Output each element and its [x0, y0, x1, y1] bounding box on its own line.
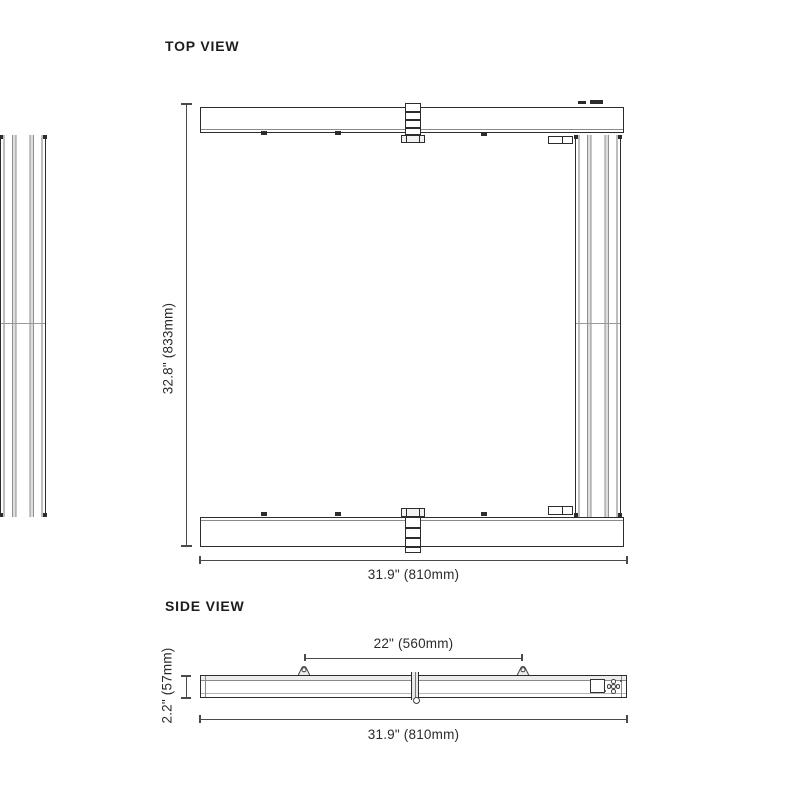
- detail-mark: [578, 101, 586, 104]
- detail-mark: [481, 512, 487, 516]
- indicator-dot: [604, 690, 606, 692]
- hanger-spacing-dimension-label: 22" (560mm): [373, 636, 454, 651]
- led-bar: [575, 135, 621, 517]
- dimension-tick: [521, 654, 523, 661]
- dimension-line: [186, 104, 187, 546]
- dimension-line: [186, 676, 187, 697]
- dimension-line: [200, 560, 627, 561]
- dimension-tick: [199, 715, 201, 723]
- display-screen: [590, 679, 605, 693]
- detail-mark: [261, 512, 267, 516]
- side-height-dimension-label: 2.2" (57mm): [159, 647, 175, 724]
- dimension-cap: [181, 103, 192, 105]
- led-bar: [0, 135, 46, 517]
- side-view-title: SIDE VIEW: [165, 598, 245, 614]
- center-joint: [411, 672, 419, 700]
- detail-mark: [481, 132, 487, 136]
- dimension-tick: [199, 556, 201, 564]
- dimension-line: [200, 719, 627, 720]
- button-right: [616, 684, 621, 689]
- hinge-pin: [413, 697, 420, 704]
- button-down: [611, 689, 616, 694]
- button-center: [611, 684, 616, 689]
- junction-box: [548, 506, 573, 515]
- dimension-tick: [304, 654, 306, 661]
- dimension-tick: [626, 715, 628, 723]
- dimension-cap: [181, 545, 192, 547]
- dimension-cap: [181, 675, 191, 677]
- dimension-line: [305, 658, 522, 659]
- indicator-dot: [620, 680, 622, 682]
- top-view-width-dimension-label: 31.9" (810mm): [367, 567, 460, 582]
- detail-mark: [590, 100, 603, 104]
- side-width-dimension-label: 31.9" (810mm): [367, 727, 460, 742]
- detail-mark: [335, 512, 341, 516]
- dimension-tick: [626, 556, 628, 564]
- top-view-title: TOP VIEW: [165, 38, 240, 54]
- button-up: [611, 679, 616, 684]
- detail-mark: [261, 131, 267, 135]
- junction-box: [548, 136, 573, 144]
- top-view-height-dimension-label: 32.8" (833mm): [160, 302, 176, 395]
- dimension-cap: [181, 697, 191, 699]
- detail-mark: [335, 131, 341, 135]
